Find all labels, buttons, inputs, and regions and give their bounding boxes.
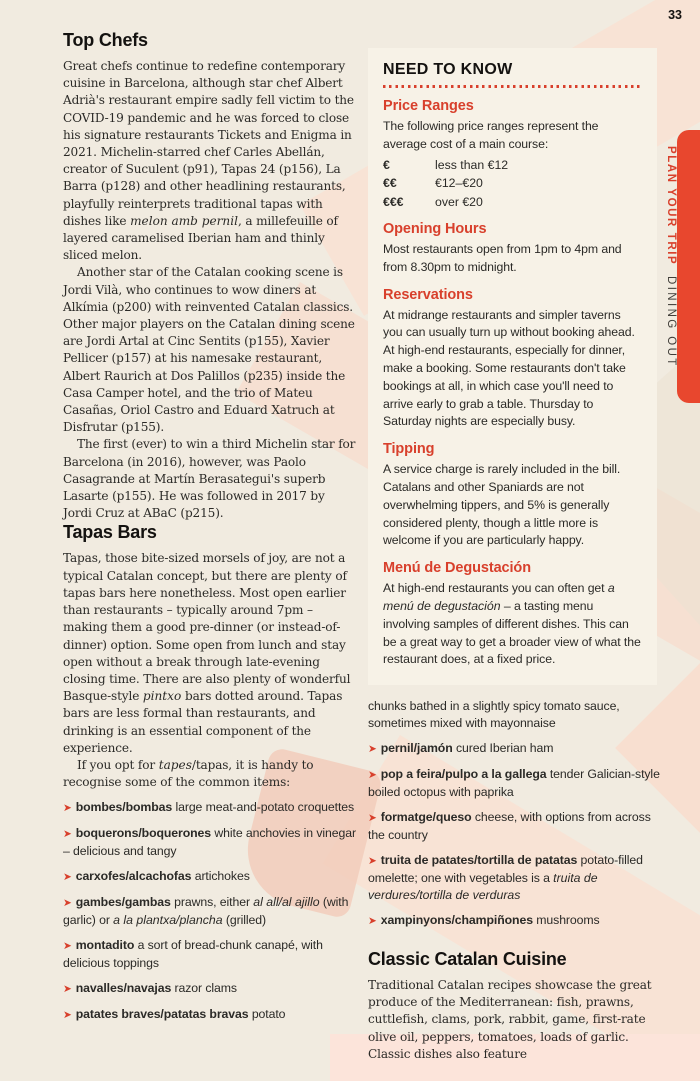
tapas-description: mushrooms <box>536 913 600 927</box>
tapas-term: boquerons/boquerones <box>75 826 212 841</box>
tapas-description: large meat-and-potato croquettes <box>175 800 355 815</box>
tapas-term: navalles/navajas <box>75 981 172 996</box>
tapas-bars-body <box>63 550 356 791</box>
section-heading-top-chefs: Top Chefs <box>63 30 148 50</box>
list-item <box>63 1006 356 1024</box>
arrow-bullet-icon: ➤ <box>368 915 377 927</box>
subheading-opening-hours: Opening Hours <box>383 221 487 238</box>
tapas-description: prawns, either al all/al ajillo (with garlic) or a la plantxa/plancha (grilled) <box>63 895 349 928</box>
arrow-bullet-icon: ➤ <box>63 871 72 884</box>
price-row <box>383 174 642 193</box>
list-item <box>63 980 356 998</box>
price-symbol: € <box>383 157 390 172</box>
price-description: over €20 <box>435 194 483 209</box>
list-item <box>368 912 660 930</box>
tab-dining-out: DINING OUT <box>665 276 677 368</box>
subheading-price-ranges: Price Ranges <box>383 98 474 114</box>
arrow-bullet-icon: ➤ <box>63 1009 72 1022</box>
tapas-item-list-right <box>368 740 660 930</box>
list-item <box>63 868 356 886</box>
body-paragraph: If you opt for tapes/tapas, it is handy to recognise some of the common items: <box>63 757 314 790</box>
chapter-tab <box>677 130 700 403</box>
tapas-description: artichokes <box>194 869 250 884</box>
tapas-term: montadito <box>75 938 135 953</box>
subheading-menu-degustacion: Menú de Degustación <box>383 560 531 577</box>
price-row <box>383 193 642 212</box>
top-chefs-body <box>63 58 356 522</box>
tapas-term: carxofes/alcachofas <box>75 869 192 884</box>
list-item <box>63 937 356 972</box>
tapas-description: razor clams <box>174 981 237 996</box>
list-item <box>63 825 356 860</box>
subheading-tipping: Tipping <box>383 441 435 458</box>
tapas-term: patates braves/patatas bravas <box>75 1007 249 1022</box>
arrow-bullet-icon: ➤ <box>63 983 72 996</box>
price-description: €12–€20 <box>435 176 483 191</box>
list-item <box>368 766 660 801</box>
tapas-term: gambes/gambas <box>75 895 171 910</box>
section-heading-classic-catalan: Classic Catalan Cuisine <box>368 949 567 969</box>
arrow-bullet-icon: ➤ <box>63 940 72 953</box>
tapas-description: cheese, with options from across the country <box>368 810 651 842</box>
menu-degustacion-text: At high-end restaurants you can often get a menú de degustación – a tasting menu involving samples of different dishes. This can be a great way to get a broader view of what the restaurant does, at a fixed price. <box>383 581 641 667</box>
tapas-description: white anchovies in vinegar – delicious and tangy <box>63 826 356 859</box>
right-column <box>368 698 660 1063</box>
tapas-term: truita de patates/tortilla de patatas <box>380 853 578 867</box>
body-paragraph: Great chefs continue to redefine contemporary cuisine in Barcelona, although star chef Albert Adrià's restaurant empire sadly fell victim to the COVID-19 pandemic and he was forced to close his signature restaurants Tickets and Enigma in 2021. Michelin-starred chef Carles Abellán, creator of Suculent (p91), Tapas 24 (p156), La Barra (p128) and other headlining restaurants, playfully reinterprets traditional tapas with dishes like melon amb pernil, a millefeuille of layered caramelised Iberian ham and thinly sliced melon. <box>63 59 354 263</box>
price-description: less than €12 <box>435 157 509 172</box>
arrow-bullet-icon: ➤ <box>368 812 377 824</box>
body-paragraph: Traditional Catalan recipes showcase the great produce of the Mediterranean: fish, prawns, cuttlefish, clams, pork, rabbit, game, first-rate olive oil, peppers, tomatoes, loads of garlic. Classic dishes also feature <box>368 978 652 1061</box>
tapas-description: potato <box>251 1007 286 1022</box>
body-paragraph: The first (ever) to win a third Michelin star for Barcelona (in 2016), however, was Paolo Casagrande at Martín Berasategui's superb Lasarte (p155). He was followed in 2017 by Jordi Cruz at ABaC (p215). <box>63 437 356 521</box>
need-to-know-box <box>368 48 657 685</box>
body-paragraph: Tapas, those bite-sized morsels of joy, are not a typical Catalan concept, but there are plenty of tapas bars here nonetheless. Most open earlier than restaurants – typically around 7pm – making them a good pre-dinner (or instead-of-dinner) option. Some open from lunch and stay open without a break through late-evening closing time. There are also plenty of wonderful Basque-style pintxo bars dotted around. Tapas bars are less formal than restaurants, and drinking is an essential component of the experience. <box>63 551 351 755</box>
need-to-know-title: NEED TO KNOW <box>383 61 513 78</box>
opening-hours-text: Most restaurants open from 1pm to 4pm and from 8.30pm to midnight. <box>383 242 622 274</box>
arrow-bullet-icon: ➤ <box>368 743 377 755</box>
list-item <box>63 799 356 817</box>
price-row <box>383 156 642 175</box>
tapas-description: cured Iberian ham <box>455 741 554 755</box>
tapas-term: pernil/jamón <box>380 741 453 755</box>
dotted-divider <box>383 85 642 88</box>
arrow-bullet-icon: ➤ <box>63 828 72 841</box>
arrow-bullet-icon: ➤ <box>368 769 377 781</box>
tapas-description: a sort of bread-chunk canapé, with delicious toppings <box>63 938 323 971</box>
subheading-reservations: Reservations <box>383 286 473 303</box>
tapas-description: potato-filled omelette; one with vegetables is a truita de verdures/tortilla de verduras <box>368 853 643 902</box>
tapas-term: formatge/queso <box>380 810 472 824</box>
tapas-description: tender Galician-style boiled octopus with paprika <box>368 767 660 799</box>
arrow-bullet-icon: ➤ <box>368 855 377 867</box>
arrow-bullet-icon: ➤ <box>63 802 72 815</box>
price-ranges-intro: The following price ranges represent the average cost of a main course: <box>383 119 599 151</box>
reservations-text: At midrange restaurants and simpler taverns you can usually turn up without booking ahead. At high-end restaurants, especially for dinner, make a booking. Some restaurants don't take bookings at all, in which case you'll need to arrive early to grab a table. Thursday to Saturday nights are especially busy. <box>383 307 635 429</box>
left-column <box>63 30 356 1024</box>
list-item <box>63 894 356 929</box>
list-item <box>368 852 660 904</box>
tapas-term: xampinyons/champiñones <box>380 913 533 927</box>
tipping-text: A service charge is rarely included in the bill. Catalans and other Spaniards are not overwhelming tippers, and 5% is generally considered plenty, though a little more is welcome if you are particularly happy. <box>383 462 621 548</box>
chapter-tab-label <box>665 146 677 368</box>
price-symbol: €€ <box>383 176 397 191</box>
price-symbol: €€€ <box>383 194 404 209</box>
tapas-term: bombes/bombas <box>75 800 173 815</box>
tapas-term: pop a feira/pulpo a la gallega <box>380 767 547 781</box>
page-number: 33 <box>668 8 682 22</box>
tab-plan-your-trip: PLAN YOUR TRIP <box>665 146 677 266</box>
bravas-continuation-text: chunks bathed in a slightly spicy tomato sauce, sometimes mixed with mayonnaise <box>368 699 620 730</box>
list-item <box>368 740 660 758</box>
section-heading-tapas-bars: Tapas Bars <box>63 522 157 543</box>
arrow-bullet-icon: ➤ <box>63 897 72 910</box>
tapas-item-list <box>63 799 356 1024</box>
classic-catalan-body <box>368 977 660 1063</box>
body-paragraph: Another star of the Catalan cooking scene is Jordi Vilà, who continues to wow diners at Alkímia (p200) with reinvented Catalan classics. Other major players on the Catalan dining scene are Jordi Artal at Cinc Sentits (p155), Xavier Pellicer (p157) at his namesake restaurant, Albert Raurich at Dos Palillos (p235) inside the Casa Camper hotel, and the trio of Mateu Casañas, Oriol Castro and Eduard Xatruch at Disfrutar (p155). <box>63 265 355 435</box>
price-table <box>383 156 642 212</box>
list-item <box>368 809 660 844</box>
